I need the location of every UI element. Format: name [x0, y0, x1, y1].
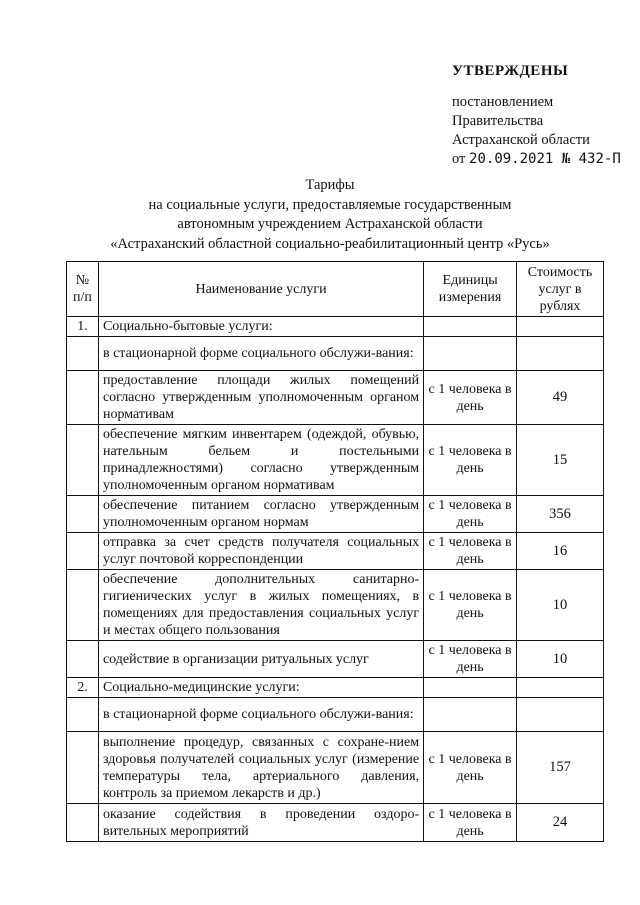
header-num: № п/п: [67, 262, 99, 317]
row-price: [517, 678, 604, 698]
row-unit: с 1 человека в день: [424, 570, 517, 641]
row-service-name: выполнение процедур, связанных с сохране-нием здоровья получателей социальных услуг (измерение температуры тела, артериального давления, контроль за приемом лекарств и др.): [98, 732, 423, 804]
approval-line-3: Астраханской области: [452, 132, 590, 148]
row-service-name: обеспечение дополнительных санитарно-гигиенических услуг в жилых помещениях, в помещениях для предоставления социальных услуг и местах общего пользования: [98, 570, 423, 641]
row-num: [67, 337, 99, 371]
row-service-name: обеспечение питанием согласно утвержденным уполномоченным органом нормам: [98, 496, 423, 533]
row-unit: с 1 человека в день: [424, 732, 517, 804]
approval-date-prefix: от: [452, 151, 466, 167]
table-row: [67, 533, 604, 570]
row-service-name: Социально-медицинские услуги:: [98, 678, 423, 698]
row-num: [67, 425, 99, 496]
approval-date-stamp: 20.09.2021 № 432-П: [469, 151, 621, 167]
approval-line-1: постановлением: [452, 94, 554, 110]
row-num: [67, 732, 99, 804]
row-service-name: предоставление площади жилых помещений согласно утвержденным уполномоченным органом нормативам: [98, 371, 423, 425]
header-name: Наименование услуги: [98, 262, 423, 317]
row-unit: [424, 317, 517, 337]
table-row: [67, 337, 604, 371]
row-unit: с 1 человека в день: [424, 371, 517, 425]
row-num: [67, 496, 99, 533]
approval-line-2: Правительства: [452, 113, 544, 129]
table-row: [67, 371, 604, 425]
row-num: [67, 641, 99, 678]
row-service-name: в стационарной форме социального обслужи-вания:: [98, 698, 423, 732]
row-price: [517, 698, 604, 732]
row-num: [67, 698, 99, 732]
title-line-4: «Астраханский областной социально-реабилитационный центр «Русь»: [110, 235, 550, 252]
document-title: [60, 176, 600, 254]
header-unit: Единицы измерения: [424, 262, 517, 317]
header-price: Стоимость услуг в рублях: [517, 262, 604, 317]
row-unit: с 1 человека в день: [424, 804, 517, 842]
row-price: 356: [517, 496, 604, 533]
table-row: [67, 678, 604, 698]
row-price: [517, 337, 604, 371]
title-line-3: автономным учреждением Астраханской области: [177, 216, 483, 232]
row-num: [67, 371, 99, 425]
tariffs-table: [66, 261, 604, 842]
row-service-name: отправка за счет средств получателя социальных услуг почтовой корреспонденции: [98, 533, 423, 570]
title-line-1: Тарифы: [305, 177, 355, 193]
row-price: [517, 317, 604, 337]
row-price: 49: [517, 371, 604, 425]
row-unit: с 1 человека в день: [424, 425, 517, 496]
row-price: 15: [517, 425, 604, 496]
table-row: [67, 804, 604, 842]
row-service-name: содействие в организации ритуальных услуг: [98, 641, 423, 678]
title-line-2: на социальные услуги, предоставляемые государственным: [148, 196, 512, 213]
table-row: [67, 317, 604, 337]
table-row: [67, 641, 604, 678]
row-num: [67, 804, 99, 842]
row-num: 2.: [67, 678, 99, 698]
row-price: 10: [517, 641, 604, 678]
row-unit: [424, 337, 517, 371]
table-row: [67, 425, 604, 496]
approval-block: [452, 62, 621, 169]
row-unit: [424, 678, 517, 698]
row-num: [67, 570, 99, 641]
row-unit: [424, 698, 517, 732]
approval-date-line: [452, 150, 621, 169]
row-service-name: обеспечение мягким инвентарем (одеждой, обувью, нательным бельем и постельными принадлежностями) согласно утвержденным уполномоченным органом нормативам: [98, 425, 423, 496]
table-row: [67, 496, 604, 533]
row-service-name: в стационарной форме социального обслужи-вания:: [98, 337, 423, 371]
row-price: 24: [517, 804, 604, 842]
row-num: 1.: [67, 317, 99, 337]
row-unit: с 1 человека в день: [424, 496, 517, 533]
table-row: [67, 732, 604, 804]
table-row: [67, 698, 604, 732]
row-num: [67, 533, 99, 570]
row-price: 157: [517, 732, 604, 804]
row-service-name: оказание содействия в проведении оздоро-вительных мероприятий: [98, 804, 423, 842]
row-service-name: Социально-бытовые услуги:: [98, 317, 423, 337]
table-row: [67, 570, 604, 641]
row-price: 10: [517, 570, 604, 641]
row-price: 16: [517, 533, 604, 570]
table-header-row: [67, 262, 604, 317]
approval-heading: УТВЕРЖДЕНЫ: [452, 63, 569, 79]
row-unit: с 1 человека в день: [424, 641, 517, 678]
row-unit: с 1 человека в день: [424, 533, 517, 570]
